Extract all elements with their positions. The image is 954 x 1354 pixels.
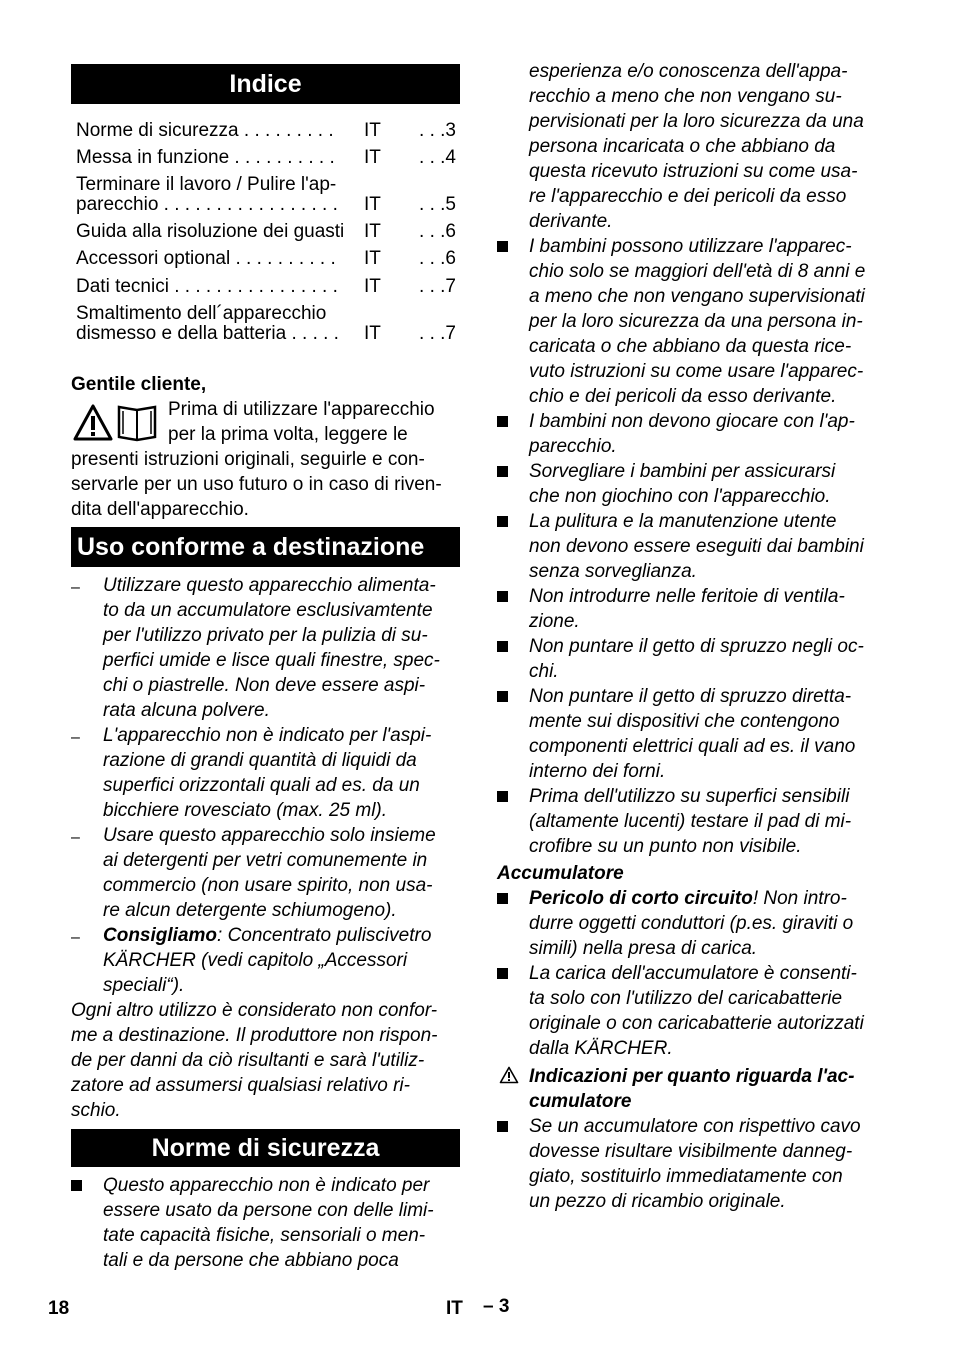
page-number: 18 [48,1298,70,1319]
section-heading-uso: Uso conforme a destinazione [71,527,460,567]
subheading-accumulatore: Accumulatore [497,863,624,884]
footer-section: – 3 [483,1296,510,1317]
footer-lang: IT [446,1298,463,1319]
intro-text: per la prima volta, leggere le [168,424,408,445]
section-heading-sicurezza: Norme di sicurezza [71,1129,460,1167]
greeting: Gentile cliente, [71,374,207,395]
warning-icon [499,1066,519,1084]
intro-text: presenti istruzioni originali, seguirle e con- [71,449,425,470]
intro-text: Prima di utilizzare l'apparecchio [168,399,435,420]
toc-heading: Indice [71,64,460,104]
warning-manual-icon [73,404,161,442]
intro-text: servarle per un uso futuro o in caso di riven- [71,474,442,495]
intro-text: dita dell'apparecchio. [71,499,249,520]
